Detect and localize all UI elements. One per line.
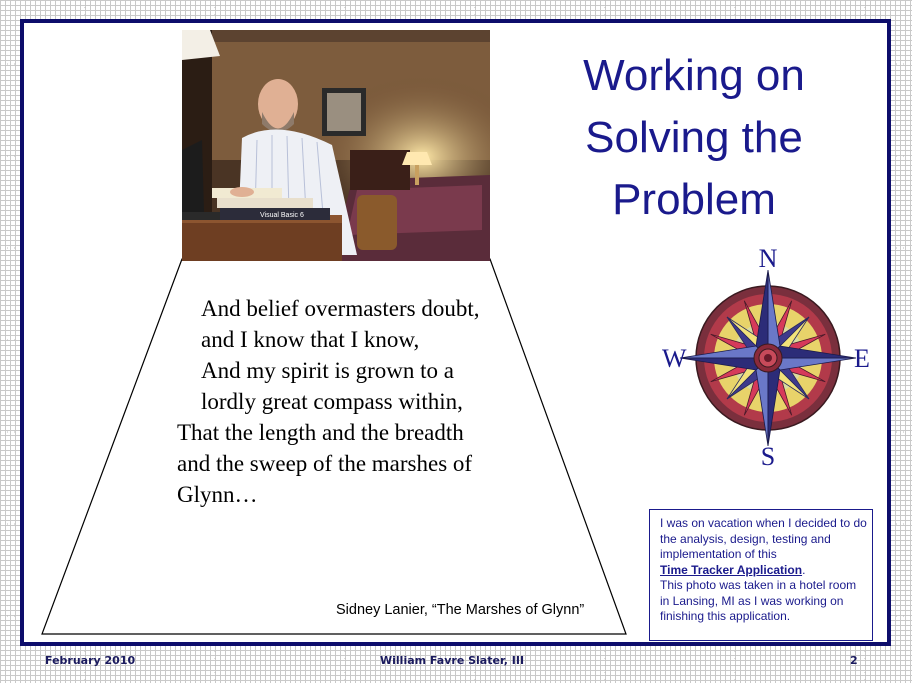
compass-east-label: E xyxy=(854,344,870,373)
compass-rose-icon xyxy=(656,245,886,467)
slide-title xyxy=(544,45,844,231)
info-period: . xyxy=(802,562,806,577)
footer-page-number: 2 xyxy=(850,654,858,667)
compass-south-label: S xyxy=(760,442,776,467)
book-label: Visual Basic 6 xyxy=(260,212,304,219)
poem-paragraph-1: And belief overmasters doubt, and I know that I know, xyxy=(201,296,480,352)
poem-paragraph-3: That the length and the breadth and the sweep of the marshes of Glynn… xyxy=(177,420,473,507)
info-text-intro: I was on vacation when I decided to do the analysis, design, testing and implementation of this xyxy=(660,516,867,561)
compass-west-label: W xyxy=(662,344,687,373)
info-callout-box xyxy=(649,509,873,641)
slide-frame xyxy=(20,19,891,646)
poem-attribution: Sidney Lanier, “The Marshes of Glynn” xyxy=(336,602,585,618)
title-line-3: Problem xyxy=(612,175,776,224)
poem-paragraph-2: And my spirit is grown to a lordly great compass within, xyxy=(201,358,463,414)
footer-date: February 2010 xyxy=(45,654,136,667)
poem-excerpt xyxy=(177,293,497,510)
time-tracker-link[interactable]: Time Tracker Application xyxy=(660,562,803,577)
info-text-photo: This photo was taken in a hotel room in Lansing, MI as I was working on finishing this application. xyxy=(660,578,857,623)
footer-author: William Favre Slater, III xyxy=(380,654,525,667)
title-line-1: Working on xyxy=(583,51,805,100)
hotel-room-photo xyxy=(182,30,490,261)
compass-north-label: N xyxy=(758,245,778,273)
title-line-2: Solving the xyxy=(585,113,803,162)
